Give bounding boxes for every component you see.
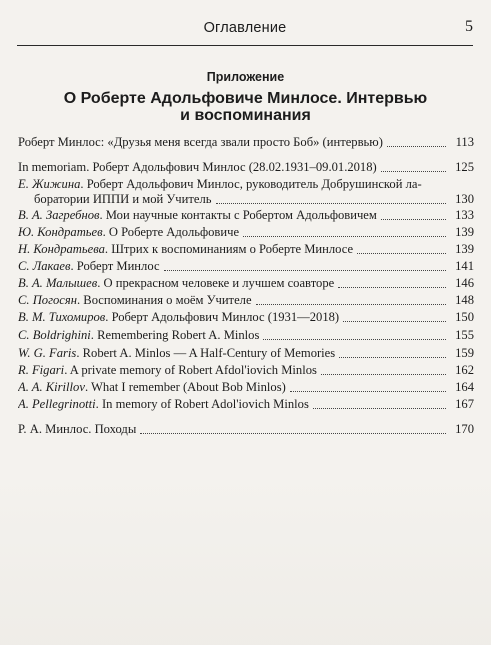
toc-entry-author: A. Pellegrinotti (18, 397, 96, 411)
toc-entry-line-1 (18, 177, 474, 192)
toc-entry-title: . Robert A. Minlos — A Half-Century of Memories (76, 346, 336, 360)
dot-leader (290, 391, 446, 392)
toc-entry-text (18, 242, 353, 257)
running-head (17, 16, 473, 42)
dot-leader (164, 270, 446, 271)
toc-entry-page: 167 (455, 397, 474, 411)
toc-entry-title: . Воспоминания о моём Учителе (77, 293, 252, 307)
section-title-line-2: и воспоминания (180, 107, 311, 124)
toc-entry-author: C. Boldrighini (18, 328, 91, 342)
dot-leader (140, 433, 446, 434)
running-title: Оглавление (203, 20, 287, 36)
toc-entry (18, 397, 474, 412)
toc-entry-page: 148 (455, 293, 474, 307)
page-number: 5 (465, 18, 473, 35)
toc-entry-author: R. Figari (18, 363, 65, 377)
toc-entry-title: Р. А. Минлос. Походы (18, 422, 137, 436)
toc-entry (18, 293, 474, 308)
toc-entry-author: A. A. Kirillov (18, 380, 85, 394)
toc-entry-title: . Роберт Адольфович Минлос (1931—2018) (105, 310, 340, 324)
toc-entry-text (18, 225, 239, 240)
toc-entry (18, 177, 474, 207)
toc-entry-title-continuation: боратории ИППИ и мой Учитель (34, 192, 212, 206)
toc-entry-text (18, 363, 317, 378)
dot-leader (256, 304, 446, 305)
toc-entry-title: . What I remember (About Bob Minlos) (84, 380, 286, 394)
page-bleed-through (0, 470, 491, 645)
dot-leader (216, 203, 446, 204)
dot-leader (321, 374, 446, 375)
toc-entry-page: 150 (455, 310, 474, 324)
toc-entry-author: С. Лакаев (18, 259, 71, 273)
toc-entry-title: . О Роберте Адольфовиче (102, 225, 240, 239)
dot-leader (381, 219, 446, 220)
toc-entry-page: 139 (455, 225, 474, 239)
toc-entry (18, 160, 474, 175)
toc-entry-author: Ю. Кондратьев (18, 225, 103, 239)
toc-entry-author: Н. Кондратьева (18, 242, 105, 256)
toc-entry (18, 242, 474, 257)
toc-entry-page: 159 (455, 346, 474, 360)
toc-entry (18, 135, 474, 150)
toc-entry-title: Роберт Минлос: «Друзья меня всегда звали просто Боб» (интервью) (18, 135, 383, 149)
toc-entry (18, 259, 474, 274)
toc-entry-page: 170 (455, 422, 474, 436)
toc-entry-page: 133 (455, 208, 474, 222)
toc-entry-line-2 (18, 192, 474, 207)
toc-entry-author: В. М. Тихомиров (18, 310, 106, 324)
section-label: Приложение (206, 70, 285, 84)
toc-entry-text (18, 380, 286, 395)
toc-entry-title: . In memory of Robert Adol'iovich Minlos (95, 397, 309, 411)
toc-entry-page: 162 (455, 363, 474, 377)
dot-leader (381, 171, 446, 172)
toc-entry-text (18, 208, 377, 223)
toc-entry (18, 380, 474, 395)
dot-leader (263, 339, 446, 340)
toc-entry-text (18, 346, 335, 361)
dot-leader (387, 146, 446, 147)
section-title-line-1: О Роберте Адольфовиче Минлосе. Интервью (63, 90, 428, 107)
toc-entry-page: 139 (455, 242, 474, 256)
toc-entry-title: . A private memory of Robert Afdol'iovich Minlos (64, 363, 317, 377)
dot-leader (357, 253, 446, 254)
toc-entry-page: 146 (455, 276, 474, 290)
dot-leader (338, 287, 446, 288)
toc-entry (18, 346, 474, 361)
toc-entry (18, 208, 474, 223)
toc-entry-author: W. G. Faris (18, 346, 77, 360)
toc-entry-author: В. А. Загребнов (18, 208, 100, 222)
toc-entry-page: 155 (455, 328, 474, 342)
toc-entry-title: . Роберт Адольфович Минлос, руководитель Добрушинской ла- (80, 177, 422, 191)
dot-leader (343, 321, 446, 322)
toc-entry-page: 113 (455, 135, 474, 149)
dot-leader (339, 357, 446, 358)
toc-entry (18, 422, 474, 437)
toc-entry-text (18, 397, 309, 412)
toc-entry-author: Е. Жижина (18, 177, 81, 191)
dot-leader (243, 236, 446, 237)
toc-entry-title: In memoriam. Роберт Адольфович Минлос (28.02.1931–09.01.2018) (18, 160, 377, 174)
toc-entry-author: С. Погосян (18, 293, 77, 307)
section-title (30, 90, 461, 124)
toc-entry-page: 164 (455, 380, 474, 394)
toc-entry-author: В. А. Малышев (18, 276, 98, 290)
toc-entry-text (18, 259, 160, 274)
toc-entry (18, 276, 474, 291)
toc-entry-text (18, 293, 252, 308)
toc-entry-text (18, 328, 259, 343)
toc-entry (18, 328, 474, 343)
toc-entry-text (18, 276, 334, 291)
toc-entry-text (18, 310, 339, 325)
toc-entry-title: . О прекрасном человеке и лучшем соавторе (97, 276, 335, 290)
toc-entry-page: 130 (455, 192, 474, 206)
toc-entry-title: . Штрих к воспоминаниям о Роберте Минлосе (104, 242, 354, 256)
toc-entry-title: . Роберт Минлос (70, 259, 160, 273)
toc-entry-page: 125 (455, 160, 474, 174)
toc-entry-page: 141 (455, 259, 474, 273)
toc-entry-title: . Remembering Robert A. Minlos (90, 328, 260, 342)
toc-entry (18, 363, 474, 378)
toc-entry (18, 310, 474, 325)
header-rule (17, 45, 473, 46)
toc-entry-title: . Мои научные контакты с Робертом Адольфовичем (99, 208, 377, 222)
dot-leader (313, 408, 446, 409)
toc-entry (18, 225, 474, 240)
